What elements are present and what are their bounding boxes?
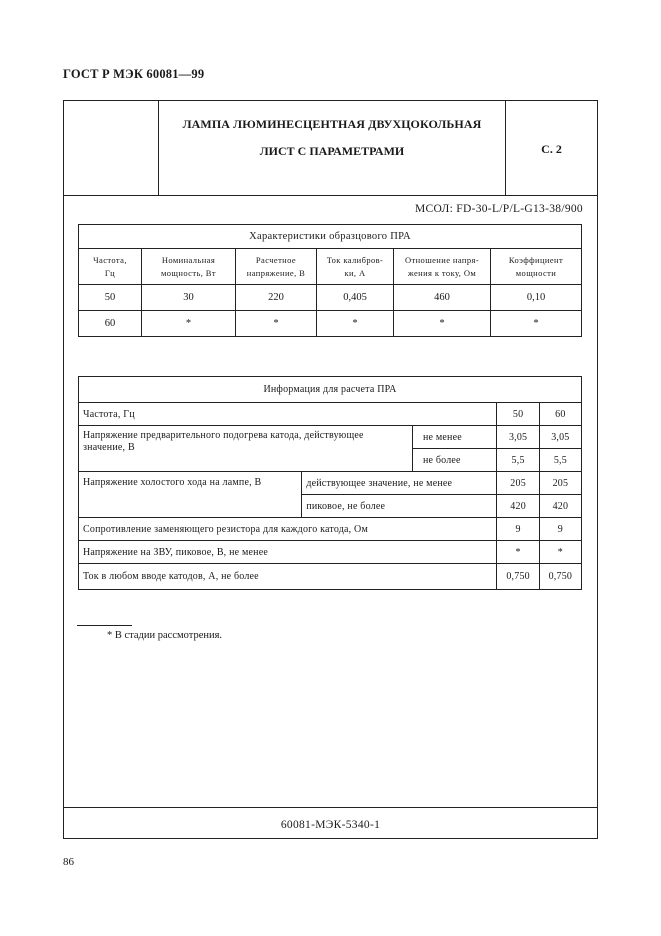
- page-number: 86: [63, 856, 74, 868]
- row-sublabel: не более: [412, 449, 497, 472]
- table-cell: 30: [142, 285, 236, 311]
- title-cell: [158, 101, 506, 195]
- row-label: Частота, Гц: [79, 403, 497, 426]
- column-header: Коэффициент мощности: [491, 249, 582, 285]
- column-header: Номинальная мощность, Вт: [142, 249, 236, 285]
- table-cell: 205: [539, 472, 581, 495]
- page-label: С. 2: [541, 142, 562, 156]
- table-cell: 3,05: [539, 426, 581, 449]
- row-sublabel: не менее: [412, 426, 497, 449]
- table-cell: 50: [79, 285, 142, 311]
- column-header: Расчетное напряжение, В: [236, 249, 317, 285]
- table-header-row: [79, 249, 582, 285]
- table-row: [79, 285, 582, 311]
- table-cell: 0,10: [491, 285, 582, 311]
- row-label: Напряжение предварительного подогрева катода, действующее значение, В: [79, 426, 413, 472]
- reference-ballast-table: [78, 224, 582, 337]
- table-caption: Характеристики образцового ПРА: [79, 225, 582, 249]
- table-cell: *: [539, 541, 581, 564]
- row-label: Напряжение холостого хода на лампе, В: [79, 472, 302, 518]
- footer-divider: [64, 807, 597, 808]
- column-header: Отношение напря- жения к току, Ом: [394, 249, 491, 285]
- table-cell: *: [497, 541, 539, 564]
- table-cell: *: [142, 311, 236, 337]
- table-cell: 50: [497, 403, 539, 426]
- table-cell: 0,750: [539, 564, 581, 590]
- ballast-calc-table: [78, 376, 582, 590]
- table-cell: *: [491, 311, 582, 337]
- table-row: [79, 403, 582, 426]
- column-header: Ток калибров- ки, А: [317, 249, 394, 285]
- table-row: [79, 311, 582, 337]
- footnote-divider: [77, 625, 132, 626]
- sheet-title: ЛАМПА ЛЮМИНЕСЦЕНТНАЯ ДВУХЦОКОЛЬНАЯ: [182, 117, 482, 131]
- table-cell: 9: [539, 518, 581, 541]
- title-block: [64, 101, 597, 196]
- row-sublabel: пиковое, не более: [302, 495, 497, 518]
- table-row: [79, 426, 582, 449]
- table-cell: 3,05: [497, 426, 539, 449]
- table-cell: *: [236, 311, 317, 337]
- document-code: ГОСТ Р МЭК 60081—99: [63, 67, 205, 81]
- table-cell: *: [394, 311, 491, 337]
- sheet-subtitle: ЛИСТ С ПАРАМЕТРАМИ: [259, 144, 405, 158]
- table-cell: 0,750: [497, 564, 539, 590]
- row-sublabel: действующее значение, не менее: [302, 472, 497, 495]
- table-cell: 9: [497, 518, 539, 541]
- table-cell: 220: [236, 285, 317, 311]
- msol-code: МСОЛ: FD-30-L/P/L-G13-38/900: [414, 203, 583, 215]
- table-cell: 460: [394, 285, 491, 311]
- table-cell: 205: [497, 472, 539, 495]
- table-row: [79, 472, 582, 495]
- table-cell: 420: [497, 495, 539, 518]
- row-label: Сопротивление заменяющего резистора для каждого катода, Ом: [79, 518, 497, 541]
- table-row: [79, 518, 582, 541]
- table-row: [79, 564, 582, 590]
- footer-code: 60081-МЭК-5340-1: [280, 819, 381, 831]
- table-caption: Информация для расчета ПРА: [79, 377, 582, 403]
- row-label: Ток в любом вводе катодов, А, не более: [79, 564, 497, 590]
- table-cell: *: [317, 311, 394, 337]
- table-cell: 60: [79, 311, 142, 337]
- table-cell: 5,5: [539, 449, 581, 472]
- row-label: Напряжение на ЗВУ, пиковое, В, не менее: [79, 541, 497, 564]
- table-cell: 420: [539, 495, 581, 518]
- table-cell: 0,405: [317, 285, 394, 311]
- column-header: Частота, Гц: [79, 249, 142, 285]
- table-row: [79, 541, 582, 564]
- table-cell: 5,5: [497, 449, 539, 472]
- table-cell: 60: [539, 403, 581, 426]
- footnote: * В стадии рассмотрения.: [107, 630, 223, 641]
